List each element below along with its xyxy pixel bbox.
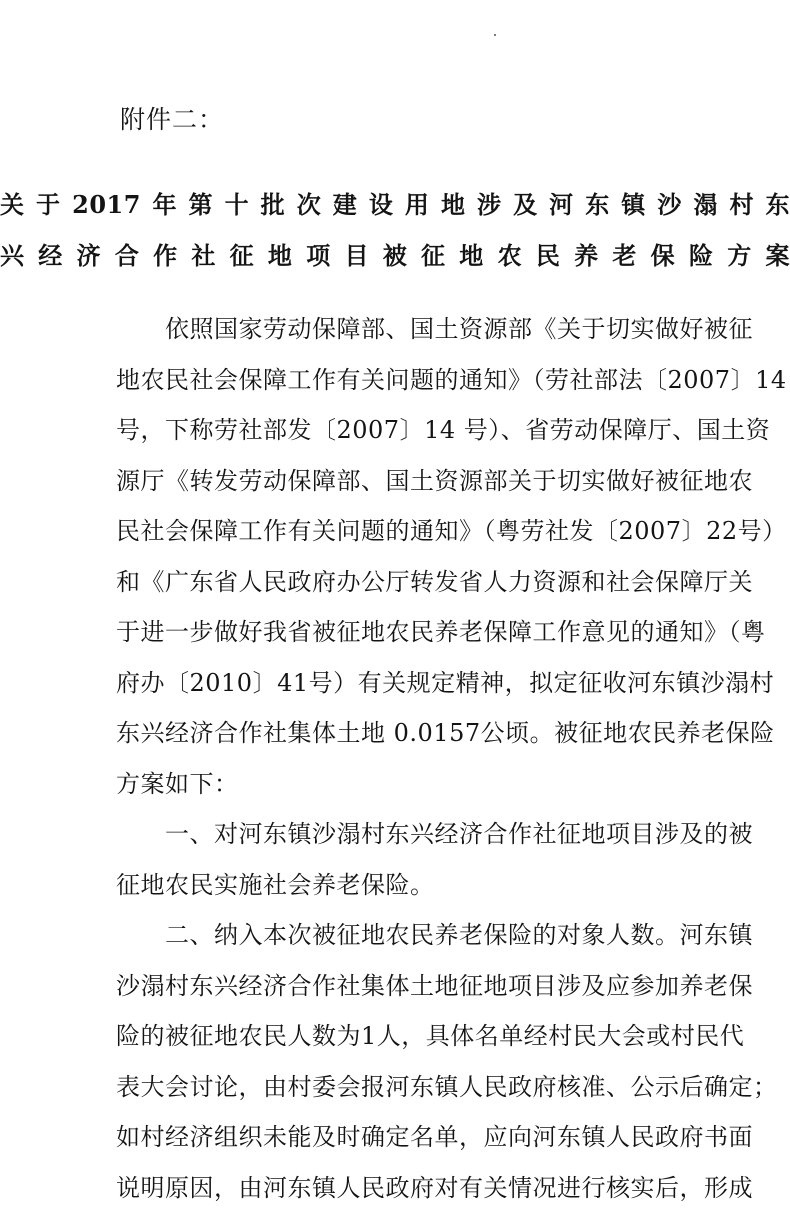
body-line: 依照国家劳动保障部、国土资源部《关于切实做好被征	[116, 304, 676, 355]
body-line: 险的被征地农民人数为1人，具体名单经村民大会或村民代	[116, 1011, 676, 1062]
body-line: 征地农民实施社会养老保险。	[116, 860, 676, 911]
attachment-label: 附件二：	[120, 104, 224, 136]
body-line: 府办〔2010〕41号）有关规定精神，拟定征收河东镇沙溻村	[116, 658, 676, 709]
title-line-2: 兴经济合作社征地项目被征地农民养老保险方案	[0, 231, 790, 282]
body-line: 沙溻村东兴经济合作社集体土地征地项目涉及应参加养老保	[116, 961, 676, 1012]
body-line: 方案如下：	[116, 759, 676, 810]
body-line: 一、对河东镇沙溻村东兴经济合作社征地项目涉及的被	[116, 809, 676, 860]
body-line: 号，下称劳社部发〔2007〕14 号）、省劳动保障厅、国土资	[116, 405, 676, 456]
scan-speck	[494, 34, 496, 36]
body-line: 说明原因，由河东镇人民政府对有关情况进行核实后，形成	[116, 1163, 676, 1213]
body-line: 和《广东省人民政府办公厅转发省人力资源和社会保障厅关	[116, 557, 676, 608]
body-line: 东兴经济合作社集体土地 0.0157公顷。被征地农民养老保险	[116, 708, 676, 759]
body-line: 地农民社会保障工作有关问题的通知》（劳社部法〔2007〕14	[116, 355, 676, 406]
document-body	[116, 304, 676, 1213]
body-line: 于进一步做好我省被征地农民养老保障工作意见的通知》（粤	[116, 607, 676, 658]
body-line: 民社会保障工作有关问题的通知》（粤劳社发〔2007〕22号）	[116, 506, 676, 557]
body-line: 如村经济组织未能及时确定名单，应向河东镇人民政府书面	[116, 1112, 676, 1163]
body-line: 二、纳入本次被征地农民养老保险的对象人数。河东镇	[116, 910, 676, 961]
document-title	[0, 180, 790, 281]
title-line-1: 关于2017年第十批次建设用地涉及河东镇沙溻村东	[0, 180, 790, 231]
body-line: 源厅《转发劳动保障部、国土资源部关于切实做好被征地农	[116, 456, 676, 507]
body-line: 表大会讨论，由村委会报河东镇人民政府核准、公示后确定；	[116, 1062, 676, 1113]
